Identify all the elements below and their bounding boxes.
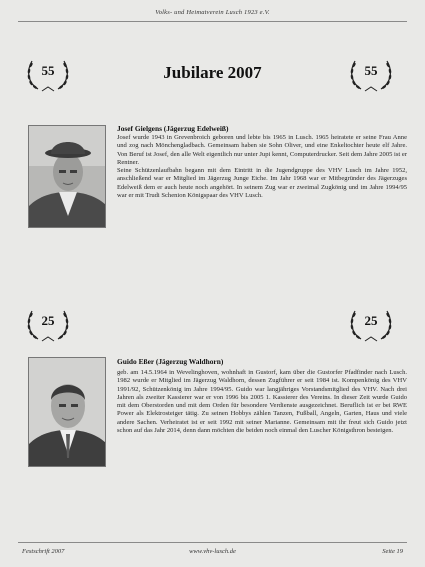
person-name: Guido Eßer (Jägerzug Waldhorn) — [117, 357, 224, 366]
portrait-josef-gielgens — [28, 125, 106, 228]
biography-paragraph: geb. am 14.5.1964 in Wevelinghoven, wohnhaft in Gustorf, kam über die Gustorfer Pfadfinder nach Lusch. 1982 wurde er Mitglied im Jägerzug Waldhorn, dessen Zugführer er seit 1984 ist. Kompenkönig des VHV 1991/92, Schützenkönig im Jahre 1994/95. Guido war langjähriges Vorstandsmitglied des VHV. Nach drei Jahren als zweiter Kassierer war er von 1996 bis 2005 1. Kassierer des Vereins. In dieser Zeit wurde Guido mit dem Oberstorden und mit dem Orden für besondere Verdienste ausgezeichnet. Beruflich ist er bei RWE Power als Elektrosteiger tätig. Zu seinen Hobbys zählen Tanzen, Fußball, Angeln, Garten, Haus und viele andere Sachen. Verheiratet ist er seit 1992 mit seiner Marianne. Gemeinsam mit ihr freut sich Guido jetzt schon auf das Jahr 2014, denn dann möchten die beiden noch einmal den Luscher Königsthron besteigen. — [117, 369, 407, 435]
biography-text — [117, 134, 407, 200]
jubilee-number: 25 — [364, 313, 378, 328]
portrait-guido-esser — [28, 357, 106, 467]
portrait-photo-icon — [29, 126, 106, 228]
biography-paragraph: Josef wurde 1943 in Grevenbroich geboren und lebte bis 1965 in Lusch. 1965 heiratete er seine Frau Anne und zog nach Mönchengladbach. Gemeinsam haben sie Sohn Oliver, und eine Enkeltochter heute elf Jahre. Von Beruf ist Josef, den alle Welt eigentlich nur unter Jupi kennt, Computerdrucker. Seit dem Jahre 2005 ist er Rentner. — [117, 134, 407, 166]
footer-url: www.vhv-lusch.de — [189, 548, 236, 555]
jubilee-wreath-right-top — [347, 53, 395, 95]
jubilee-number: 55 — [41, 63, 55, 78]
jubilee-wreath-right-bottom — [347, 303, 395, 345]
footer-page-number: Seite 19 — [382, 548, 403, 555]
biography-text — [117, 369, 407, 435]
person-name: Josef Gielgens (Jägerzug Edelweiß) — [117, 124, 229, 133]
header-rule — [18, 21, 407, 22]
portrait-photo-icon — [29, 358, 106, 467]
jubilee-number: 55 — [364, 63, 378, 78]
footer-rule — [18, 542, 407, 543]
jubilee-number: 25 — [41, 313, 55, 328]
page-title: Jubilare 2007 — [163, 63, 262, 82]
biography-paragraph: Seine Schützenlaufbahn begann mit dem Eintritt in die Jugendgruppe des VHV Lusch im Jahre 1952, anschließend war er Mitglied im Jägerzug Junge Eiche. Im Jahr 1968 war er Mitbegründer des Jägerzuges Edelweiß dem er auch heute noch angehört. In seinem Zug war er zweimal Zugkönig und im Jahre 1994/95 war er mit Trudi Schenion Königspaar des VHV Lusch. — [117, 167, 407, 200]
page-header: Volks- und Heimatverein Lusch 1923 e.V. — [155, 9, 270, 16]
footer-left: Festschrift 2007 — [22, 548, 65, 555]
jubilee-wreath-left-bottom — [24, 303, 72, 345]
